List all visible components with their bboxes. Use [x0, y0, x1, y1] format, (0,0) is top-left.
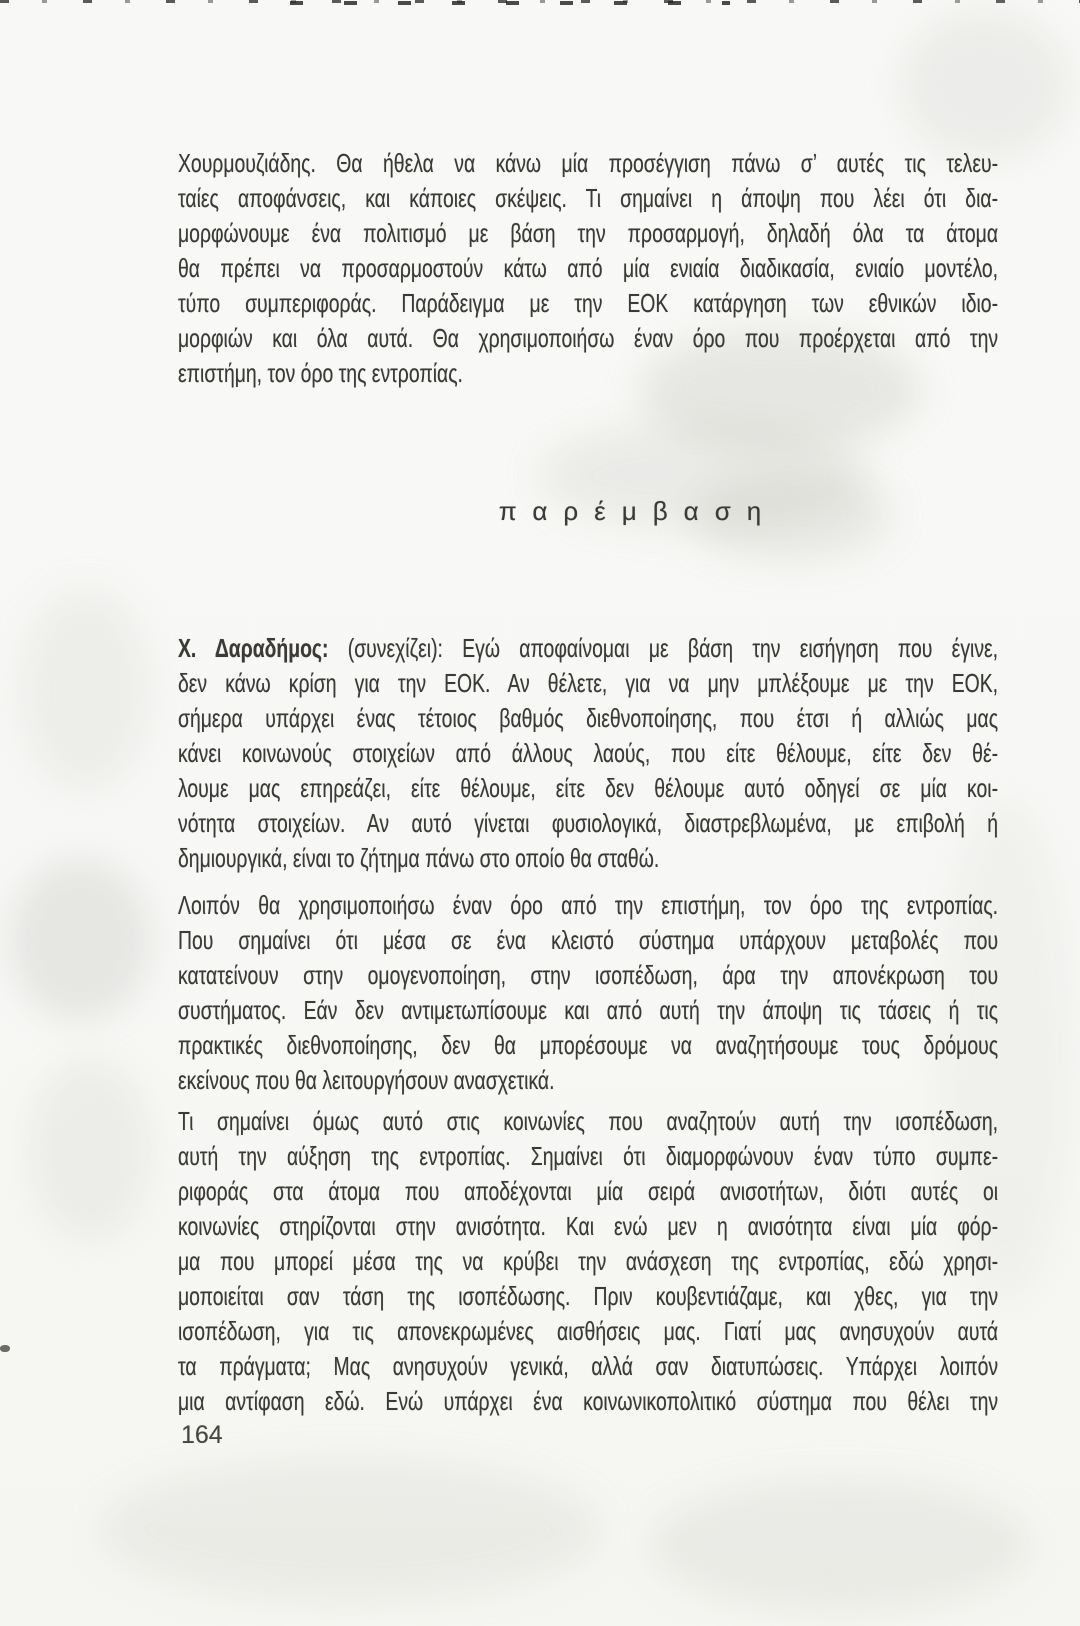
text-line: δημιουργικά, είναι το ζήτημα πάνω στο οποίο θα σταθώ. — [178, 843, 660, 873]
text-line: μα που μπορεί μέσα της να κρύβει την ανάσχεση της εντροπίας, εδώ χρησι- — [178, 1246, 999, 1276]
text-line: Τι σημαίνει όμως αυτό στις κοινωνίες που αναζητούν αυτή την ισοπέδωση, — [178, 1106, 999, 1136]
text-line: κατατείνουν στην ομογενοποίηση, στην ισοπέδωση, άρα την απονέκρωση του — [178, 960, 999, 990]
text-line: ριφοράς στα άτομα που αποδέχονται μία σειρά ανισοτήτων, διότι αυτές οι — [178, 1176, 999, 1206]
text-line: συστήματος. Εάν δεν αντιμετωπίσουμε και από αυτή την άποψη τις τάσεις ή τις — [178, 995, 999, 1025]
scanner-edge-artifact — [290, 1, 730, 5]
text-line: τα πράγματα; Μας ανησυχούν γενικά, αλλά σαν διατυπώσεις. Υπάρχει λοιπόν — [178, 1351, 999, 1381]
scan-smudge — [10, 860, 150, 1020]
text-line: λουμε μας επηρεάζει, είτε θέλουμε, είτε δεν θέλουμε αυτό οδηγεί σε μία κοι- — [178, 773, 999, 803]
paragraph — [178, 888, 998, 1098]
text-line: ισοπέδωση, για τις απονεκρωμένες αισθήσεις μας. Γιατί μας ανησυχούν αυτά — [178, 1316, 999, 1346]
scan-smudge — [100, 1460, 600, 1600]
scan-smudge — [650, 1480, 1030, 1610]
scan-smudge — [30, 1060, 150, 1240]
text-line: Που σημαίνει ότι μέσα σε ένα κλειστό σύστημα υπάρχουν μεταβολές που — [178, 925, 999, 955]
text-line: μορφώνουμε ένα πολιτισμό με βάση την προσαρμογή, δηλαδή όλα τα άτομα — [178, 218, 999, 248]
scan-smudge — [900, 10, 1070, 160]
text-line: εκείνους που θα λειτουργήσουν ανασχετικά. — [178, 1065, 555, 1095]
section-heading: παρέμβαση — [498, 496, 778, 526]
text-line: σήμερα υπάρχει ένας τέτοιος βαθμός διεθνοποίησης, που έτσι ή αλλιώς μας — [178, 703, 999, 733]
text-line: κάνει κοινωνούς στοιχείων από άλλους λαούς, που είτε θέλουμε, είτε δεν θέ- — [178, 738, 999, 768]
text-line: δεν κάνω κρίση για την ΕΟΚ. Αν θέλετε, για να μην μπλέξουμε με την ΕΟΚ, — [178, 668, 999, 698]
text-block — [178, 146, 998, 1419]
speaker-name: Χ. Δαραδήμος: — [178, 633, 329, 663]
text-line: νότητα στοιχείων. Αν αυτό γίνεται φυσιολογικά, διαστρεβλωμένα, με επιβολή ή — [178, 808, 999, 838]
text-line: μοποιείται σαν τάση της ισοπέδωσης. Πριν κουβεντιάζαμε, και χθες, για την — [178, 1281, 999, 1311]
scan-smudge — [20, 590, 150, 790]
text-line: θα πρέπει να προσαρμοστούν κάτω από μία ενιαία διαδικασία, ενιαίο μοντέλο, — [178, 253, 999, 283]
scan-speck — [0, 1345, 10, 1352]
text-line: Χ. Δαραδήμος: (συνεχίζει): Εγώ αποφαίνομαι με βάση την εισήγηση που έγινε, — [178, 633, 999, 663]
text-line: τύπο συμπεριφοράς. Παράδειγμα με την ΕΟΚ κατάργηση των εθνικών ιδιο- — [178, 288, 999, 318]
paragraph — [178, 1104, 998, 1419]
text-line: αυτή την αύξηση της εντροπίας. Σημαίνει ότι διαμορφώνουν έναν τύπο συμπε- — [178, 1141, 999, 1171]
text-line: επιστήμη, τον όρο της εντροπίας. — [178, 358, 463, 388]
text-line: Λοιπόν θα χρησιμοποιήσω έναν όρο από την επιστήμη, τον όρο της εντροπίας. — [178, 890, 999, 920]
text-line: πρακτικές διεθνοποίησης, δεν θα μπορέσουμε να αναζητήσουμε τους δρόμους — [178, 1030, 999, 1060]
text-line: κοινωνίες στηρίζονται στην ανισότητα. Και ενώ μεν η ανισότητα είναι μία φόρ- — [178, 1211, 999, 1241]
text-line: μορφιών και όλα αυτά. Θα χρησιμοποιήσω έναν όρο που προέρχεται από την — [178, 323, 999, 353]
page-number: 164 — [181, 1421, 223, 1449]
text-line: Χουρμουζιάδης. Θα ήθελα να κάνω μία προσέγγιση πάνω σ’ αυτές τις τελευ- — [178, 148, 999, 178]
text-line: μια αντίφαση εδώ. Ενώ υπάρχει ένα κοινωνικοπολιτικό σύστημα που θέλει την — [178, 1386, 999, 1416]
paragraph — [178, 631, 998, 876]
paragraph — [178, 146, 998, 391]
text-line: ταίες αποφάνσεις, και κάποιες σκέψεις. Τι σημαίνει η άποψη που λέει ότι δια- — [178, 183, 999, 213]
